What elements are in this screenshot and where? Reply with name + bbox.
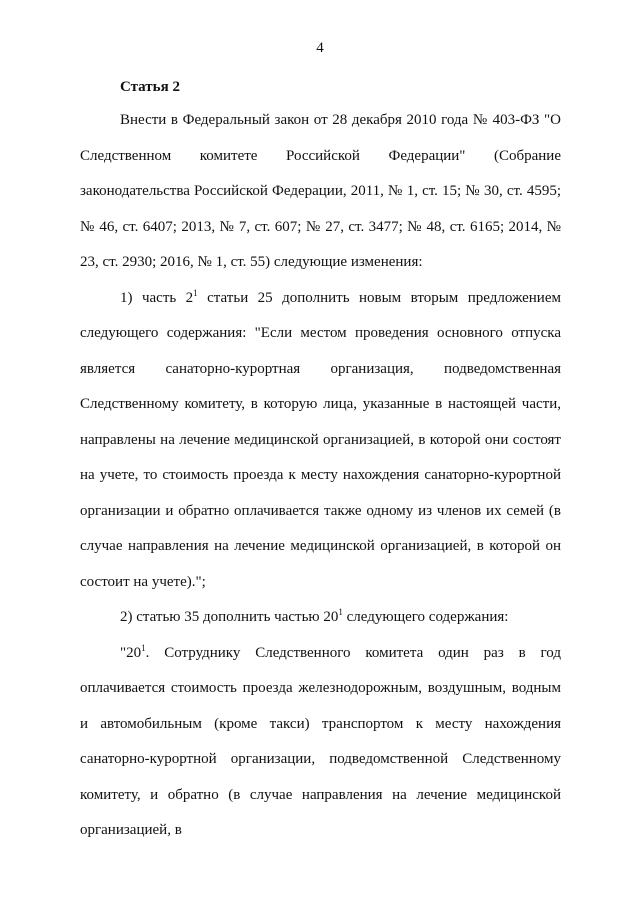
- paragraph-part-20-1-start: "20: [120, 644, 142, 661]
- paragraph-item-1-rest: статьи 25 дополнить новым вторым предложением следующего содержания: "Если местом проведения основного отпуска является санаторно-курортная организация, подведомственная Следственному комитету, в которую лица, указанные в настоящей части, направлены на лечение медицинской организацией, в которой они состоят на учете, то стоимость проезда к месту нахождения санаторно-курортной организации и обратно оплачивается также одному из членов их семей (в случае направления на лечение медицинской организацией, в которой он состоит на учете).";: [80, 289, 561, 590]
- article-title: Статья 2: [120, 79, 180, 95]
- paragraph-part-20-1-rest: . Сотруднику Следственного комитета один раз в год оплачивается стоимость проезда железнодорожным, воздушным, водным и автомобильным (кроме такси) транспортом к месту нахождения санаторно-курортной организации, подведомственной Следственному комитету, и обратно (в случае направления на лечение медицинской организацией, в: [80, 644, 561, 838]
- paragraph-item-1: [80, 281, 561, 601]
- paragraph-item-2: [80, 600, 561, 636]
- superscript: 1: [338, 607, 343, 617]
- paragraph-item-1-start: 1) часть 2: [120, 289, 194, 306]
- paragraph-item-2-start: 2) статью 35 дополнить частью 20: [120, 609, 339, 625]
- superscript: 1: [141, 642, 146, 653]
- superscript: 1: [193, 287, 198, 298]
- paragraph-part-20-1: [80, 636, 561, 849]
- paragraph-item-2-rest: следующего содержания:: [342, 609, 509, 625]
- paragraph-intro: Внести в Федеральный закон от 28 декабря 2010 года № 403-ФЗ "О Следственном комитете Российской Федерации" (Собрание законодательства Российской Федерации, 2011, № 1, ст. 15; № 30, ст. 4595; № 46, ст. 6407; 2013, № 7, ст. 607; № 27, ст. 3477; № 48, ст. 6165; 2014, № 23, ст. 2930; 2016, № 1, ст. 55) следующие изменения:: [80, 112, 561, 270]
- page-number: 4: [316, 40, 324, 56]
- document-body: [80, 103, 561, 849]
